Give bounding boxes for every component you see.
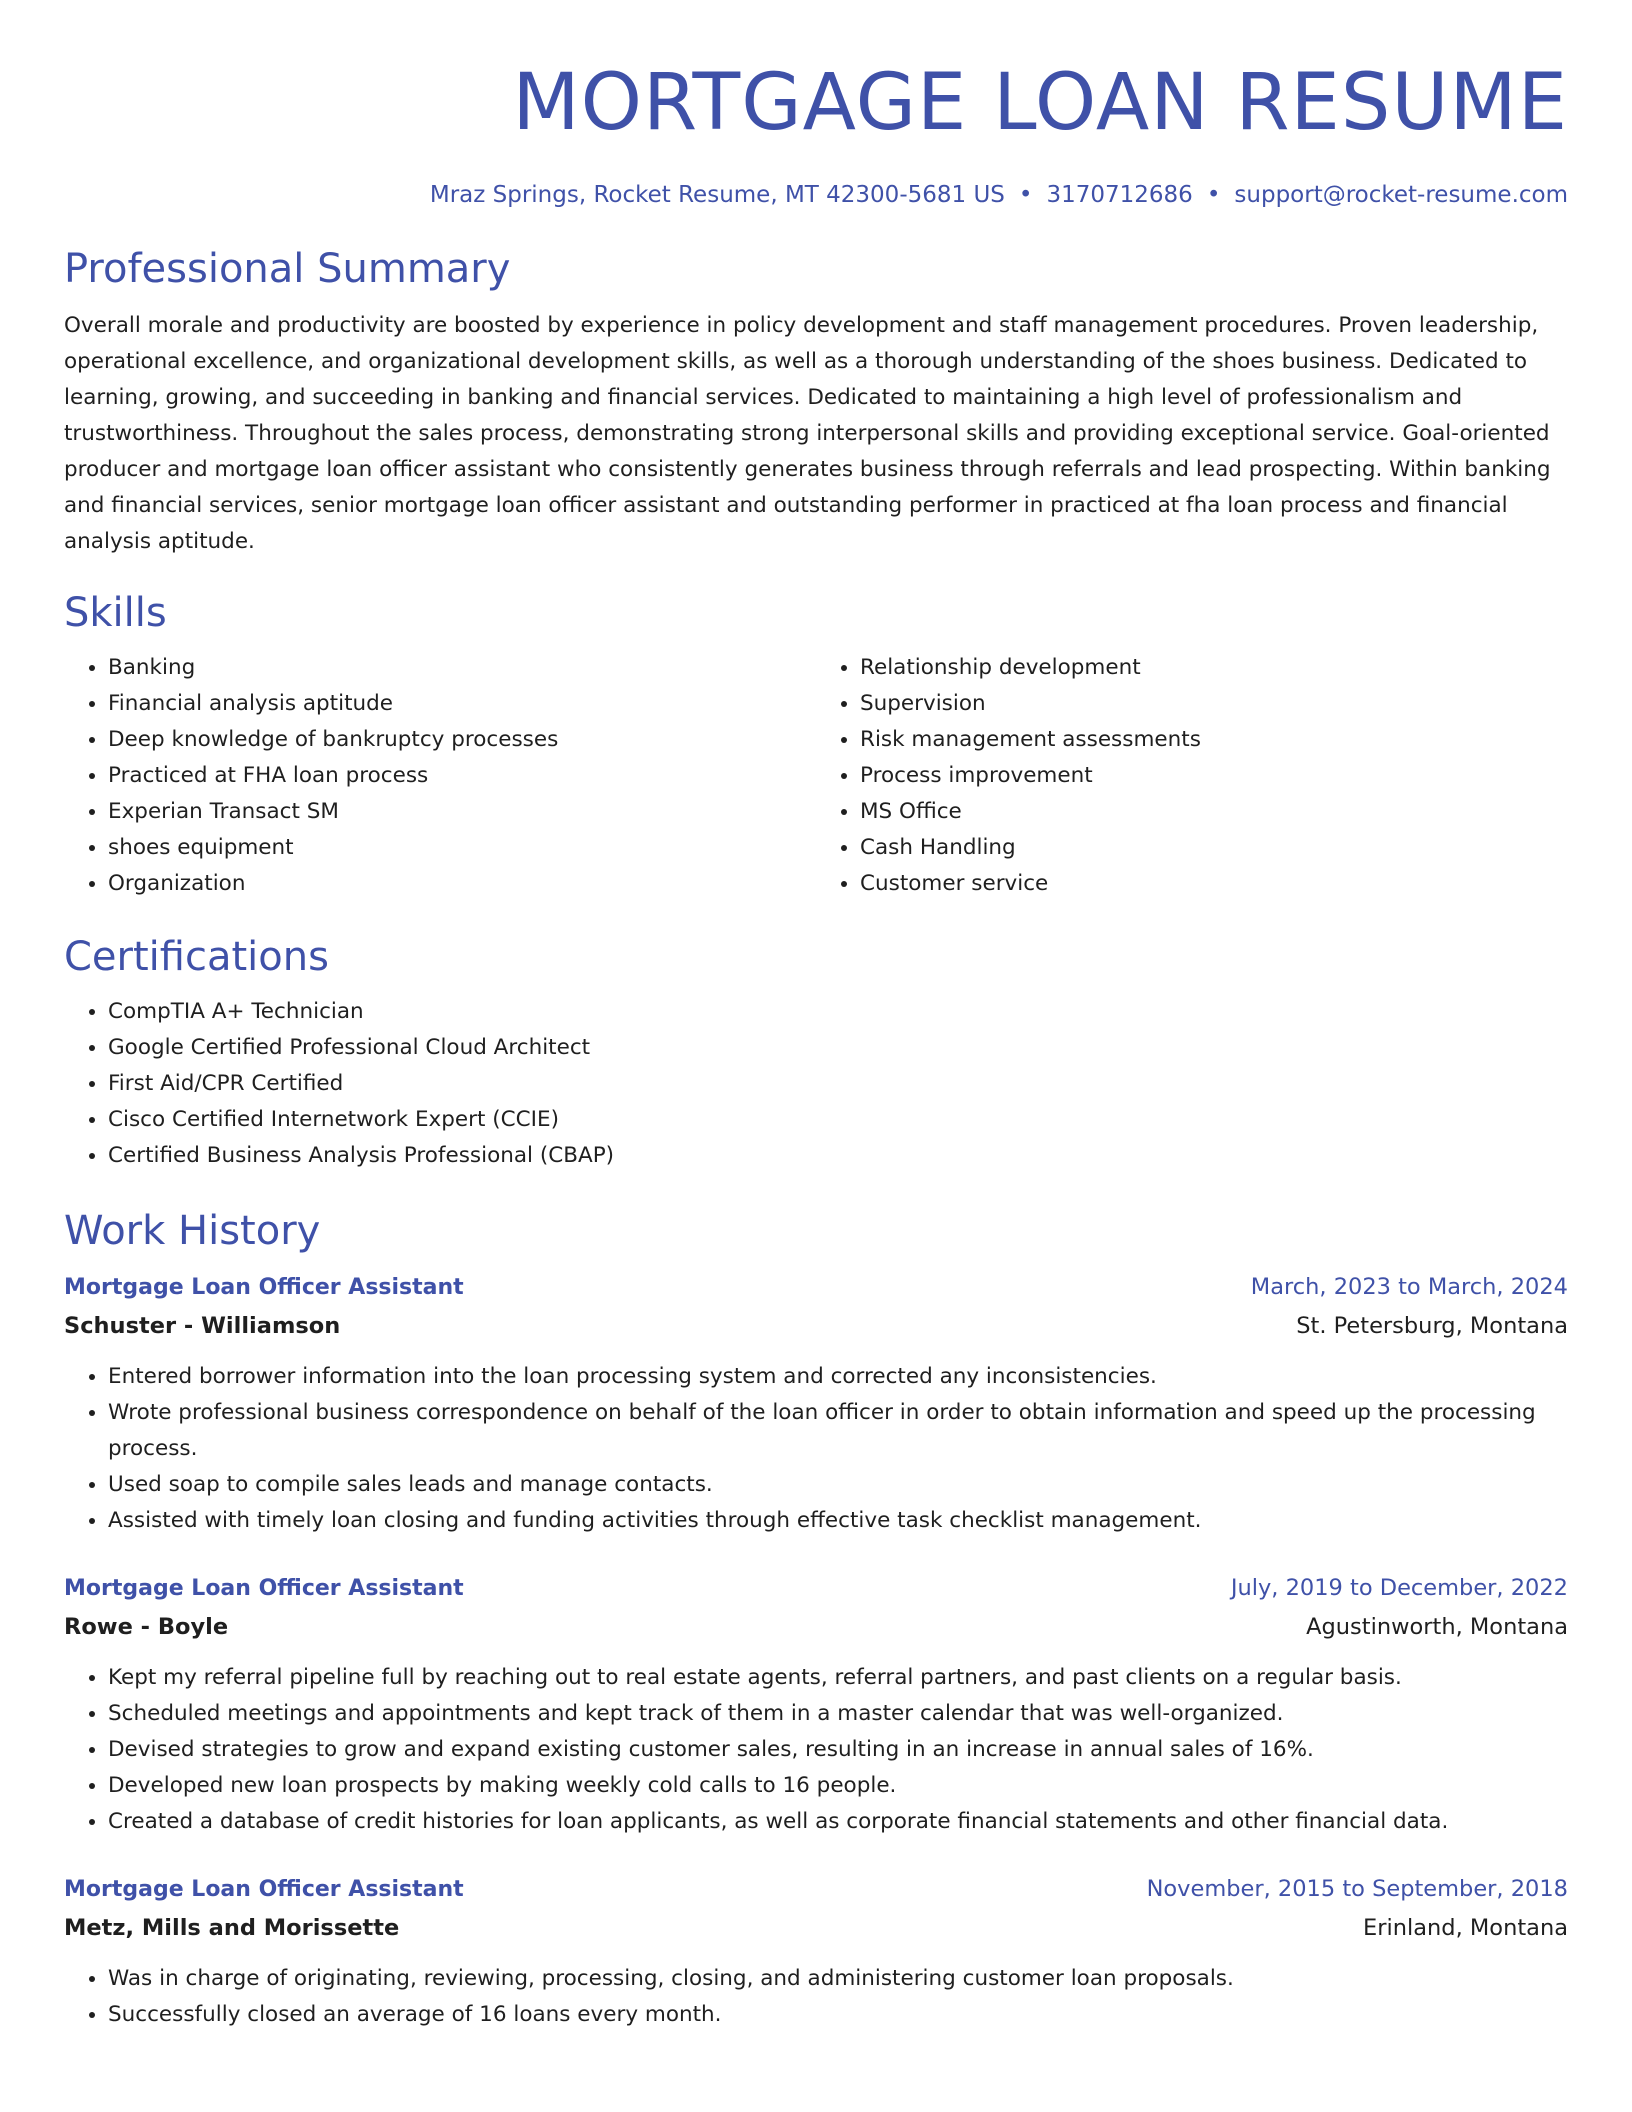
contact-separator: • xyxy=(1018,182,1033,208)
job-location: Erinland, Montana xyxy=(1363,1915,1568,1941)
certification-item: • Certified Business Analysis Professional (CBAP) xyxy=(108,1138,1568,1174)
skill-item: • Experian Transact SM xyxy=(108,794,816,830)
certification-item: • Google Certified Professional Cloud Architect xyxy=(108,1030,1568,1066)
contact-email: support@rocket-resume.com xyxy=(1234,182,1568,208)
job-company-row xyxy=(64,1307,1568,1345)
skill-item: • Practiced at FHA loan process xyxy=(108,758,816,794)
certification-item: • Cisco Certified Internetwork Expert (CCIE) xyxy=(108,1102,1568,1138)
certification-item: • First Aid/CPR Certified xyxy=(108,1066,1568,1102)
job-company: Metz, Mills and Morissette xyxy=(64,1915,400,1941)
contact-address: Mraz Springs, Rocket Resume, MT 42300-5681 US xyxy=(429,182,1005,208)
contact-line xyxy=(64,178,1568,212)
job-title: Mortgage Loan Officer Assistant xyxy=(64,1576,464,1601)
job-bullet: • Was in charge of originating, reviewing, processing, closing, and administering customer loan proposals. xyxy=(108,1961,1568,1997)
skills-columns xyxy=(64,650,1568,902)
resume-title: MORTGAGE LOAN RESUME xyxy=(512,58,1568,148)
certifications-list xyxy=(64,994,1568,1174)
job-bullet: • Successfully closed an average of 16 loans every month. xyxy=(108,1997,1568,2033)
job-bullet: • Wrote professional business correspondence on behalf of the loan officer in order to obtain information and speed up the processing process. xyxy=(108,1395,1568,1467)
skill-item: • MS Office xyxy=(860,794,1568,830)
summary-heading: Professional Summary xyxy=(64,246,511,292)
job-entry xyxy=(64,1268,1568,1539)
skill-item: • Organization xyxy=(108,866,816,902)
work-history-heading: Work History xyxy=(64,1208,321,1254)
job-bullet: • Devised strategies to grow and expand existing customer sales, resulting in an increase in annual sales of 16%. xyxy=(108,1732,1568,1768)
job-bullets xyxy=(64,1961,1568,2033)
skills-list-left xyxy=(64,650,816,902)
skill-item: • Risk management assessments xyxy=(860,722,1568,758)
job-bullet: • Used soap to compile sales leads and manage contacts. xyxy=(108,1467,1568,1503)
job-title: Mortgage Loan Officer Assistant xyxy=(64,1877,464,1902)
skills-heading: Skills xyxy=(64,590,167,636)
skill-item: • Supervision xyxy=(860,686,1568,722)
skill-item: • Relationship development xyxy=(860,650,1568,686)
job-header-row xyxy=(64,1268,1568,1307)
skills-list-right xyxy=(816,650,1568,902)
job-company-row xyxy=(64,1608,1568,1646)
summary-text: Overall morale and productivity are boosted by experience in policy development and staff management procedures. Proven leadership, operational excellence, and organizational development skills, as well as a thorough understanding of the shoes business. Dedicated to learning, growing, and succeeding in banking and financial services. Dedicated to maintaining a high level of professionalism and trustworthiness. Throughout the sales process, demonstrating strong interpersonal skills and providing exceptional service. Goal-oriented producer and mortgage loan officer assistant who consistently generates business through referrals and lead prospecting. Within banking and financial services, senior mortgage loan officer assistant and outstanding performer in practiced at fha loan process and financial analysis aptitude. xyxy=(64,313,1551,554)
job-bullet: • Created a database of credit histories for loan applicants, as well as corporate financial statements and other financial data. xyxy=(108,1804,1568,1840)
job-location: Agustinworth, Montana xyxy=(1306,1614,1568,1640)
certification-item: • CompTIA A+ Technician xyxy=(108,994,1568,1030)
skill-item: • Customer service xyxy=(860,866,1568,902)
job-bullet: • Assisted with timely loan closing and funding activities through effective task checklist management. xyxy=(108,1503,1568,1539)
job-company: Schuster - Williamson xyxy=(64,1313,341,1339)
job-bullet: • Kept my referral pipeline full by reaching out to real estate agents, referral partners, and past clients on a regular basis. xyxy=(108,1660,1568,1696)
skill-item: • Deep knowledge of bankruptcy processes xyxy=(108,722,816,758)
job-bullet: • Entered borrower information into the loan processing system and corrected any inconsistencies. xyxy=(108,1359,1568,1395)
skill-item: • Process improvement xyxy=(860,758,1568,794)
skill-item: • Banking xyxy=(108,650,816,686)
job-bullets xyxy=(64,1660,1568,1840)
resume-page xyxy=(64,48,1568,2033)
job-bullet: • Scheduled meetings and appointments and kept track of them in a master calendar that was well-organized. xyxy=(108,1696,1568,1732)
contact-separator: • xyxy=(1206,182,1221,208)
certifications-heading: Certifications xyxy=(64,934,329,980)
contact-phone: 3170712686 xyxy=(1046,182,1193,208)
skill-item: • Cash Handling xyxy=(860,830,1568,866)
job-location: St. Petersburg, Montana xyxy=(1296,1313,1568,1339)
job-header-row xyxy=(64,1870,1568,1909)
skill-item: • Financial analysis aptitude xyxy=(108,686,816,722)
job-entry xyxy=(64,1569,1568,1840)
job-dates: November, 2015 to September, 2018 xyxy=(1146,1876,1568,1902)
job-bullet: • Developed new loan prospects by making weekly cold calls to 16 people. xyxy=(108,1768,1568,1804)
job-bullets xyxy=(64,1359,1568,1539)
job-company-row xyxy=(64,1909,1568,1947)
job-entry xyxy=(64,1870,1568,2033)
job-company: Rowe - Boyle xyxy=(64,1614,229,1640)
skill-item: • shoes equipment xyxy=(108,830,816,866)
job-header-row xyxy=(64,1569,1568,1608)
job-title: Mortgage Loan Officer Assistant xyxy=(64,1275,464,1300)
job-dates: March, 2023 to March, 2024 xyxy=(1250,1274,1568,1300)
job-dates: July, 2019 to December, 2022 xyxy=(1230,1575,1568,1601)
